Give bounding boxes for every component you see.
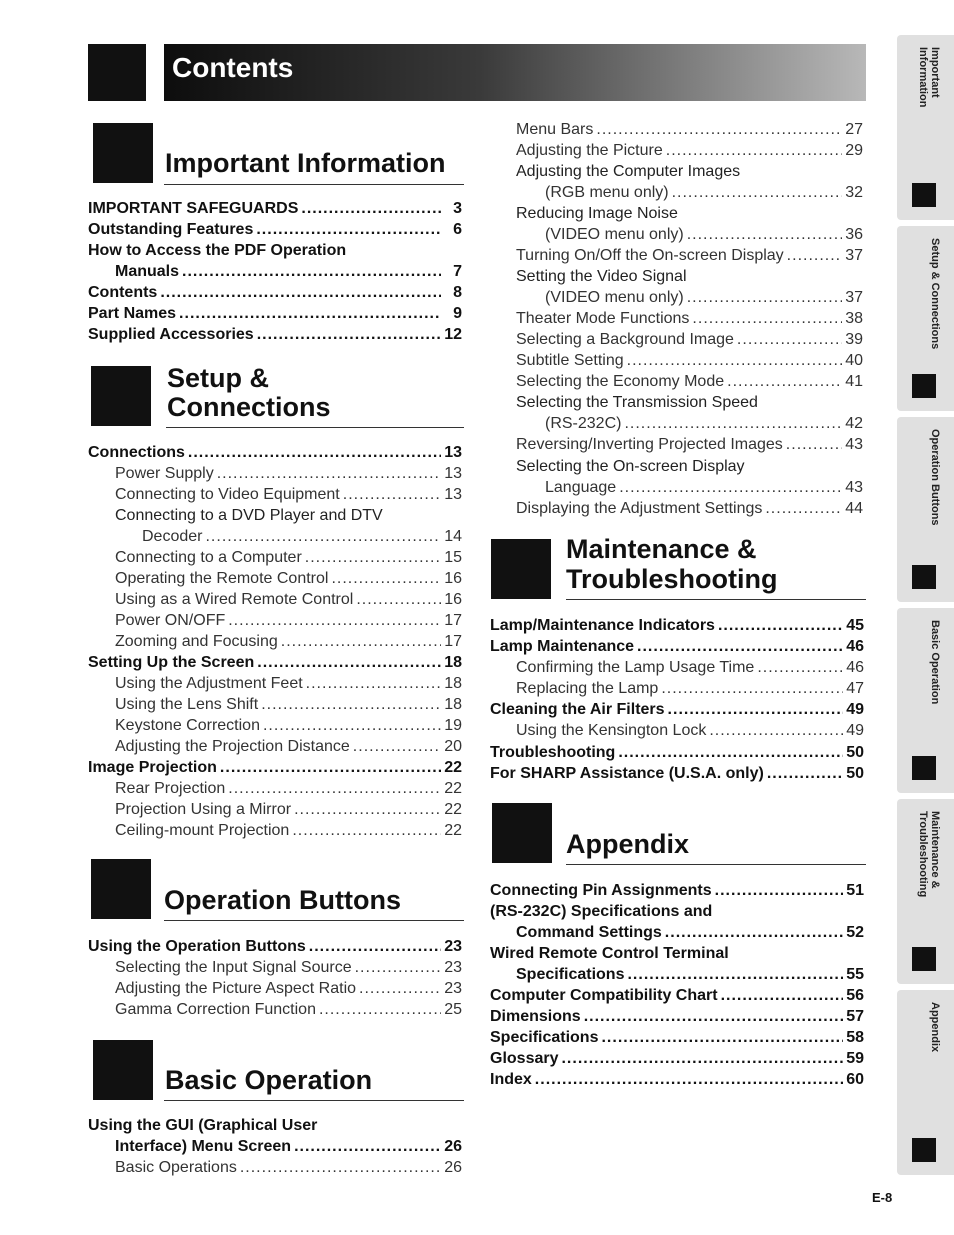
toc-entry[interactable]: Adjusting the Picture ..... 29 — [516, 140, 863, 161]
tab-important-information[interactable] — [897, 35, 954, 220]
toc-entry[interactable]: Supplied Accessories ..... 12 — [88, 324, 462, 345]
toc-entry[interactable]: Using the Kensington Lock ..... 49 — [516, 720, 864, 741]
lifebuoy-icon — [491, 539, 551, 599]
toc-entry[interactable]: Theater Mode Functions ..... 38 — [516, 308, 863, 329]
toc-entry[interactable]: Language ..... 43 — [545, 477, 863, 498]
toc-entry[interactable]: Power Supply ..... 13 — [115, 463, 462, 484]
toc-entry[interactable]: Confirming the Lamp Usage Time ..... 46 — [516, 657, 864, 678]
toc-entry[interactable]: Outstanding Features ..... 6 — [88, 219, 462, 240]
connector-cable-icon — [91, 366, 151, 426]
toc-entry[interactable]: Reversing/Inverting Projected Images ..... 43 — [516, 434, 863, 455]
section-title-operation: Operation Buttons — [164, 885, 401, 915]
section-title-maint: Maintenance & — [566, 534, 757, 564]
toc-entry[interactable]: Adjusting the Projection Distance ..... 20 — [115, 736, 462, 757]
remote-control-icon — [91, 859, 151, 919]
toc-entry[interactable]: Operating the Remote Control ..... 16 — [115, 568, 462, 589]
toc-entry[interactable]: Connecting to a Computer ..... 15 — [115, 547, 462, 568]
toc-entry[interactable]: (RGB menu only) ..... 32 — [545, 182, 863, 203]
toc-entry[interactable]: IMPORTANT SAFEGUARDS ..... 3 — [88, 198, 462, 219]
toc-entry-line1[interactable]: Connecting to a DVD Player and DTV — [115, 507, 383, 524]
toc-entry[interactable]: Using the Lens Shift ..... 18 — [115, 694, 462, 715]
toc-entry-line1[interactable]: Reducing Image Noise — [516, 205, 678, 222]
toc-entry[interactable]: Decoder ..... 14 — [142, 526, 462, 547]
toc-entry[interactable]: Replacing the Lamp ..... 47 — [516, 678, 864, 699]
tab-maintenance-troubleshooting[interactable] — [897, 799, 954, 984]
section-rule — [164, 920, 464, 921]
toc-entry[interactable]: Lamp/Maintenance Indicators ..... 45 — [490, 615, 864, 636]
tab-label: Basic Operation — [929, 620, 941, 705]
contents-header-icon — [88, 44, 146, 101]
section-rule — [166, 427, 464, 428]
toc-entry[interactable]: Glossary ..... 59 — [490, 1048, 864, 1069]
toc-entry[interactable]: Rear Projection ..... 22 — [115, 778, 462, 799]
contents-header-bar — [164, 44, 866, 101]
toc-entry[interactable]: Projection Using a Mirror ..... 22 — [115, 799, 462, 820]
section-title-setup-2: Connections — [167, 392, 331, 422]
toc-entry[interactable]: Gamma Correction Function ..... 25 — [115, 999, 462, 1020]
section-title-appendix: Appendix — [566, 829, 690, 859]
toc-entry[interactable]: Setting Up the Screen ..... 18 — [88, 652, 462, 673]
section-title-important: Important Information — [165, 148, 446, 178]
section-title-basic: Basic Operation — [165, 1065, 373, 1095]
tab-appendix[interactable] — [897, 990, 954, 1175]
toc-entry[interactable]: For SHARP Assistance (U.S.A. only) ..... 50 — [490, 763, 864, 784]
toc-entry[interactable]: Connecting to Video Equipment ..... 13 — [115, 484, 462, 505]
section-rule — [164, 184, 464, 185]
section-title-maint-2: Troubleshooting — [566, 564, 778, 594]
toc-entry[interactable]: Menu Bars ..... 27 — [516, 119, 863, 140]
toc-entry-line1[interactable]: Using the GUI (Graphical User — [88, 1117, 318, 1134]
document-stack-icon — [912, 1138, 936, 1162]
paperclip-icon — [93, 123, 153, 183]
section-rule — [566, 599, 866, 600]
toc-entry[interactable]: Connections ..... 13 — [88, 442, 462, 463]
toc-entry[interactable]: Troubleshooting ..... 50 — [490, 742, 864, 763]
toc-entry[interactable]: (RS-232C) ..... 42 — [545, 413, 863, 434]
tab-setup-connections[interactable] — [897, 226, 954, 411]
toc-entry[interactable]: Displaying the Adjustment Settings ..... 44 — [516, 498, 863, 519]
tab-operation-buttons[interactable] — [897, 417, 954, 602]
toc-entry[interactable]: Power ON/OFF ..... 17 — [115, 610, 462, 631]
document-stack-icon — [492, 803, 552, 863]
toc-entry[interactable]: Ceiling-mount Projection ..... 22 — [115, 820, 462, 841]
toc-entry[interactable]: Connecting Pin Assignments ..... 51 — [490, 880, 864, 901]
section-title-setup: Setup & — [167, 363, 270, 393]
page-number: E-8 — [872, 1190, 893, 1205]
toc-entry[interactable]: Selecting the Input Signal Source ..... 23 — [115, 957, 462, 978]
toc-entry[interactable]: Image Projection ..... 22 — [88, 757, 462, 778]
toc-entry[interactable]: Index ..... 60 — [490, 1069, 864, 1090]
toc-entry[interactable]: Contents ..... 8 — [88, 282, 462, 303]
toc-entry-line1[interactable]: How to Access the PDF Operation — [88, 242, 347, 259]
toc-entry-line1[interactable]: Selecting the On-screen Display — [516, 458, 745, 475]
toc-entry[interactable]: Lamp Maintenance ..... 46 — [490, 636, 864, 657]
toc-entry[interactable]: Subtitle Setting ..... 40 — [516, 350, 863, 371]
toc-entry[interactable]: Turning On/Off the On-screen Display ..... 37 — [516, 245, 863, 266]
toc-entry-line1[interactable]: Wired Remote Control Terminal — [490, 945, 729, 962]
section-rule — [164, 1100, 464, 1101]
toc-entry[interactable]: Selecting the Economy Mode ..... 41 — [516, 371, 863, 392]
tab-label: Appendix — [929, 1002, 941, 1053]
toc-entry[interactable]: (VIDEO menu only) ..... 36 — [545, 224, 863, 245]
toc-entry-line1[interactable]: Selecting the Transmission Speed — [516, 394, 758, 411]
toc-entry[interactable]: Cleaning the Air Filters ..... 49 — [490, 699, 864, 720]
paperclip-icon — [912, 183, 936, 207]
toc-entry[interactable]: Using as a Wired Remote Control ..... 16 — [115, 589, 462, 610]
tab-label: Maintenance & Troubleshooting — [917, 811, 941, 898]
toc-entry[interactable]: Using the Adjustment Feet ..... 18 — [115, 673, 462, 694]
toc-entry[interactable]: Dimensions ..... 57 — [490, 1006, 864, 1027]
tab-label: Important Information — [917, 47, 941, 108]
pointing-hand-icon — [93, 1040, 153, 1100]
page-title: Contents — [172, 52, 294, 83]
toc-entry-line1[interactable]: Setting the Video Signal — [516, 268, 687, 285]
tab-basic-operation[interactable] — [897, 608, 954, 793]
tab-label: Operation Buttons — [929, 429, 941, 526]
toc-entry[interactable]: Specifications ..... 58 — [490, 1027, 864, 1048]
toc-entry[interactable]: Selecting a Background Image ..... 39 — [516, 329, 863, 350]
toc-entry[interactable]: Keystone Correction ..... 19 — [115, 715, 462, 736]
pointing-hand-icon — [912, 756, 936, 780]
toc-entry[interactable]: (VIDEO menu only) ..... 37 — [545, 287, 863, 308]
toc-entry[interactable]: Adjusting the Picture Aspect Ratio ..... 23 — [115, 978, 462, 999]
toc-entry-line1[interactable]: (RS-232C) Specifications and — [490, 903, 713, 920]
toc-entry-line1[interactable]: Adjusting the Computer Images — [516, 163, 741, 180]
toc-entry[interactable]: Part Names ..... 9 — [88, 303, 462, 324]
toc-entry[interactable]: Command Settings ..... 52 — [516, 922, 864, 943]
tab-label: Setup & Connections — [929, 238, 941, 350]
connector-cable-icon — [912, 374, 936, 398]
section-rule — [566, 864, 866, 865]
toc-entry[interactable]: Specifications ..... 55 — [516, 964, 864, 985]
remote-control-icon — [912, 565, 936, 589]
toc-entry[interactable]: Basic Operations ..... 26 — [115, 1157, 462, 1178]
toc-entry[interactable]: Manuals ..... 7 — [115, 261, 462, 282]
toc-entry[interactable]: Computer Compatibility Chart ..... 56 — [490, 985, 864, 1006]
toc-entry[interactable]: Interface) Menu Screen ..... 26 — [115, 1136, 462, 1157]
lifebuoy-icon — [912, 947, 936, 971]
toc-entry[interactable]: Using the Operation Buttons ..... 23 — [88, 936, 462, 957]
toc-entry[interactable]: Zooming and Focusing ..... 17 — [115, 631, 462, 652]
